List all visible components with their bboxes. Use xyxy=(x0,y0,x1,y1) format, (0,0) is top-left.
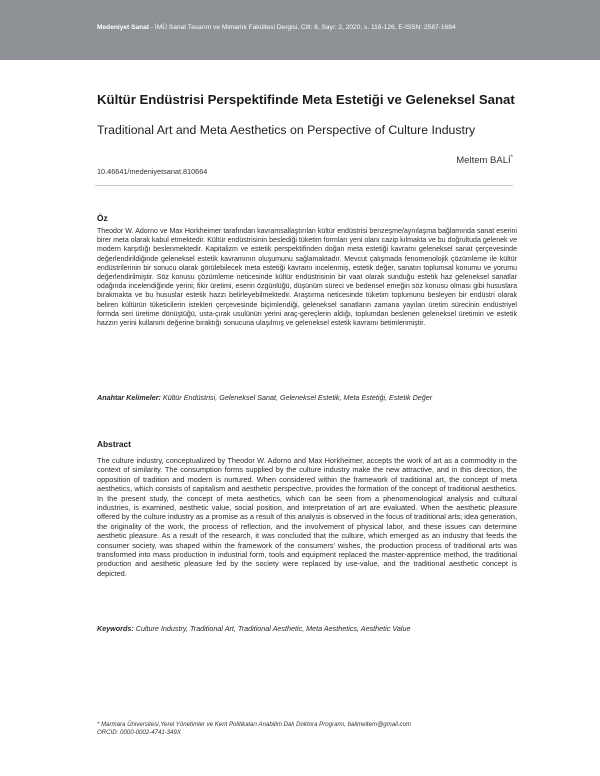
anahtar-label: Anahtar Kelimeler: xyxy=(97,393,161,402)
author-footnote-mark: * xyxy=(510,155,513,161)
journal-details: - İMÜ Sanat Tasarım ve Mimarlık Fakültesi Dergisi, Cilt: 6, Sayı: 2, 2020, s. 116-126, E-ISSN: 2587-1684 xyxy=(149,24,456,31)
journal-name: Medeniyet Sanat xyxy=(97,24,150,31)
anahtar-kelimeler xyxy=(97,393,517,402)
abstract-text: The culture industry, conceptualized by Theodor W. Adorno and Max Horkheimer, accepts the work of art as a commodity in the context of similarity. The consumption forms supplied by the culture industry make the new attractive, and in this direction, the opposition of tradition and modern is nurtured. When considered within the framework of traditional art, the concept of meta aesthetics, which consists of capitalism and aesthetic perspective, provides the formation of the concept of traditional aesthetics. In the present study, the concept of meta aesthetics, which can be seen from a phenomenological analysis and cultural industries, is examined, aesthetic value, social position, and interpretation of art are evaluated. When the aesthetic pleasure offered by the culture industry as a promise as a result of this analysis is observed in the focus of traditional arts; idea generation, the originality of the work, the process of reflection, and the involvement of physical labor, and these issues can determine aesthetic pleasure. As a result of the research, it was concluded that the culture, which emerged as an industry that feeds the consumer society, was shaped within the framework of the consumers' wishes, the production process of traditional arts was transformed into mass production in industrial form, tools and equipment replaced the master-apprentice method, the traditional production and aesthetic pleasure fed by the society were replaced by use-value, and the traditional aesthetic concept is depicted. xyxy=(97,456,517,578)
oz-heading: Öz xyxy=(97,213,108,223)
title-english: Traditional Art and Meta Aesthetics on Perspective of Culture Industry xyxy=(97,123,476,137)
abstract-heading: Abstract xyxy=(97,439,131,449)
header-divider xyxy=(95,185,513,186)
journal-header xyxy=(97,24,577,31)
author-name: Meltem BALİ xyxy=(456,155,511,167)
anahtar-words: Kültür Endüstrisi, Geleneksel Sanat, Geleneksel Estetik, Meta Estetiği, Estetik Değer xyxy=(160,393,433,402)
doi: 10.46641/medeniyetsanat.810664 xyxy=(97,167,208,176)
footnote-affiliation: * Marmara Üniversitesi,Yerel Yönetimler ve Kent Politikaları Anabilim Dalı Doktora Programı, balimeltem@gmail.com xyxy=(97,721,412,728)
keywords xyxy=(97,624,517,633)
author-footnote xyxy=(97,721,527,738)
keywords-words: Culture Industry, Traditional Art, Traditional Aesthetic, Meta Aesthetics, Aesthetic Value xyxy=(133,624,411,633)
keywords-label: Keywords: xyxy=(97,624,134,633)
footnote-orcid: ORCID: 0000-0002-4741-349X xyxy=(97,729,182,737)
title-turkish: Kültür Endüstrisi Perspektifinde Meta Estetiği ve Geleneksel Sanat xyxy=(97,92,515,107)
author xyxy=(456,155,513,166)
oz-text: Theodor W. Adorno ve Max Horkheimer tarafından kavramsallaştırılan kültür endüstrisi benzeşme/aynılaşma bağlamında sanat eserini birer meta olarak kabul etmektedir. Kültür endüstrisinin beslediği tüketim formları yeni olanı cazip kılmakta ve bu doğrultuda gelenek ve modern karşıtlığı beslenmektedir. Kapitalizm ve estetik perspektifinden doğan meta estetiği kavramı geleneksel sanat çerçevesinde değerlendirildiğinde geleneksel estetik kavramının oluşumunu sağlamaktadır. Mevcut çalışmada fenomenolojik çözümleme ile kültür endüstrilerinin bir sonucu olarak görülebilecek meta estetiği kavramı incelenmiş, estetik değer, sanatın toplumsal konumu ve yorumu değerlendirilmiştir. Söz konusu çözümleme neticesinde kültür endüstrisinin bir vaat olarak sunduğu estetik haz geleneksel sanatlar odağında incelendiğinde yerini; fikir üretimi, eserin özgünlüğü, düşünüm süreci ve bedensel emeğin söz konusu olması gibi hususlara bırakmakta ve bu hususlar estetik hazzı belirleyebilmektedir. Araştırma neticesinde tüketim toplumunu besleyen bir endüstri olarak beliren kültürün tüketicilerin istekleri çerçevesinde biçimlendiği, geleneksel sanatların zamana yayılan üretim sürecinin endüstriyel formda seri üretime dönüştüğü, usta-çırak usulünün yerini araç-gereçlerin aldığı, toplumdan beslenen geleneksel üretimin ve estetik hazzın yerini kullanım değerine bıraktığı sonucuna ulaşılmış ve geleneksel estetik kavramı betimlenmiştir. xyxy=(97,228,517,328)
